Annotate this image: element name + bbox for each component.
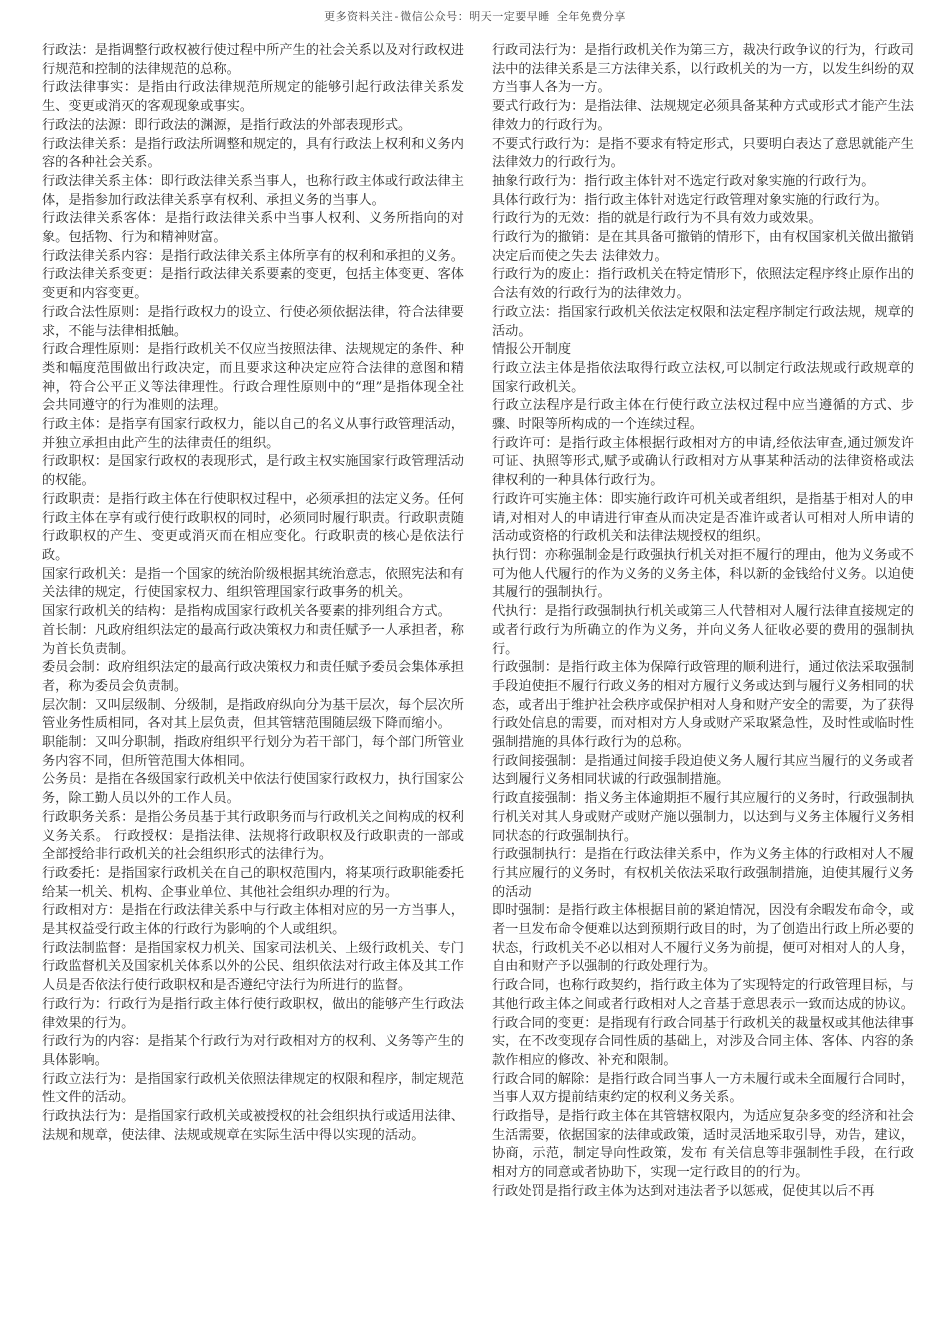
definition-entry: 要式行政行为：是指法律、法规规定必须具备某种方式或形式才能产生法律效力的行政行为。 bbox=[492, 99, 914, 133]
definition-entry: 行政法的法源：即行政法的渊源，是指行政法的外部表现形式。 bbox=[42, 117, 412, 133]
definition-entry: 行政合同，也称行政契约，指行政主体为了实现特定的行政管理目标，与其他行政主体之间或者行政相对人之音基于意思表示一致而达成的协议。 bbox=[492, 978, 914, 1012]
definition-entry: 执行罚：亦称强制金是行政强执行机关对拒不履行的理由，他为义务或不可为他人代履行的作为义务的义务主体，科以新的金钱给付义务。以迫使其履行的强制执行。 bbox=[492, 547, 914, 601]
definition-entry: 行政许可实施主体：即实施行政许可机关或者组织，是指基于相对人的申请,对相对人的申请进行审查从而决定是否准许或者认可相对人所申请的活动或资格的行政机关和法律法规授权的组织。 bbox=[492, 491, 914, 545]
page-header: 更多资料关注-微信公众号：明天一定要早睡 全年免费分享 bbox=[324, 10, 626, 23]
definition-entry: 行政行为的无效：指的就是行政行为不具有效力或效果。 bbox=[492, 211, 822, 227]
definition-entry: 即时强制：是指行政主体根据目前的紧迫情况，因没有余暇发布命令，或者一旦发布命令便难以达到预期行政目的时，为了创造出行政上所必要的状态，行政机关不必以相对人不履行义务为前提，便可对相对人的人身，自由和财产予以强制的行政处理行为。 bbox=[492, 903, 914, 975]
definition-entry: 行政合法性原则：是指行政权力的设立、行使必须依据法律，符合法律要求，不能与法律相抵触。 bbox=[42, 304, 464, 339]
definition-entry: 行政合同的变更：是指现有行政合同基于行政机关的裁量权或其他法律事实，在不改变现存合同性质的基础上，对涉及合同主体、客体、内容的条款作相应的修改、补充和限制。 bbox=[492, 1015, 914, 1068]
two-column-body bbox=[42, 42, 914, 1202]
definition-entry: 行政法律关系变更：是指行政法律关系要素的变更，包括主体变更、客体变更和内容变更。 bbox=[42, 267, 464, 302]
definition-entry: 行政合理性原则：是指行政机关不仅应当按照法律、法规规定的条件、种类和幅度范围做出行政决定，而且要求这种决定应符合法律的意图和精神，符合公平正义等法律理性。行政合理性原则中的“理”是指体现全社会共同遵守的行为准则的法理。 bbox=[42, 342, 464, 414]
definition-entry: 行政行为的内容：是指某个行政行为对行政相对方的权利、义务等产生的具体影响。 bbox=[42, 1034, 464, 1068]
definition-entry: 行政立法程序是行政主体在行使行政立法权过程中应当遵循的方式、步骤、时限等所构成的一个连续过程。 bbox=[492, 398, 914, 433]
definition-entry: 行政立法：指国家行政机关依法定权限和法定程序制定行政法规，规章的活动。 bbox=[492, 304, 914, 339]
definition-entry: 国家行政机关：是指一个国家的统治阶级根据其统治意志，依照宪法和有关法律的规定，行使国家权力、组织管理国家行政事务的机关。 bbox=[42, 566, 464, 601]
definition-entry: 职能制：又叫分职制，指政府组织平行划分为若干部门，每个部门所管业务内容不同，但所管范围大体相同。 bbox=[42, 735, 464, 769]
definition-entry: 行政指导，是指行政主体在其管辖权限内，为适应复杂多变的经济和社会生活需要，依据国家的法律或政策，适时灵活地采取引导，劝告，建议，协商，示范，制定导向性政策，发布 有关信息等非强制性手段，在行政相对方的同意或者协助下，实现一定行政目的的行为。 bbox=[492, 1109, 914, 1181]
definition-entry: 行政法制监督：是指国家权力机关、国家司法机关、上级行政机关、专门行政监督机关及国家机关体系以外的公民、组织依法对行政主体及其工作人员是否依法行使行政职权和是否遵纪守法行为所进行的监督。 bbox=[42, 940, 464, 994]
definition-entry: 行政直接强制：指义务主体逾期拒不履行其应履行的义务时，行政强制执行机关对其人身或财产或财产施以强制力，以达到与义务主体履行义务相同状态的行政强制执行。 bbox=[492, 791, 914, 844]
definition-entry: 国家行政机关的结构：是指构成国家行政机关各要素的排列组合方式。 bbox=[42, 604, 451, 620]
definition-entry: 行政委托：是指国家行政机关在自己的职权范围内，将某项行政职能委托给某一机关、机构、企事业单位、其他社会组织办理的行为。 bbox=[42, 865, 464, 900]
definition-entry: 情报公开制度 bbox=[492, 342, 572, 358]
definition-entry: 行政立法主体是指依法取得行政立法权,可以制定行政法规或行政规章的国家行政机关。 bbox=[492, 360, 914, 395]
definition-entry: 委员会制：政府组织法定的最高行政决策权力和责任赋予委员会集体承担者，称为委员会负责制。 bbox=[42, 660, 464, 694]
definition-entry: 行政法律关系内容：是指行政法律关系主体所享有的权利和承担的义务。 bbox=[42, 248, 464, 264]
definition-entry: 行政行为：行政行为是指行政主体行使行政职权，做出的能够产生行政法律效果的行为。 bbox=[42, 996, 464, 1031]
definition-entry: 行政法律关系：是指行政法所调整和规定的，具有行政法上权利和义务内容的各种社会关系。 bbox=[42, 136, 464, 171]
definition-entry: 行政许可：是指行政主体根据行政相对方的申请,经依法审查,通过颁发许可证、执照等形式,赋予或确认行政相对方从事某种活动的法律资格或法律权利的一种具体行政行为。 bbox=[492, 435, 914, 489]
definition-entry: 行政执法行为：是指国家行政机关或被授权的社会组织执行或适用法律、法规和规章，使法律、法规或规章在实际生活中得以实现的活动。 bbox=[42, 1109, 464, 1143]
definition-entry: 行政职责：是指行政主体在行使职权过程中，必须承担的法定义务。任何行政主体在享有或行使行政职权的同时，必须同时履行职责。行政职责随行政职权的产生、变更或消灭而在相应变化。行政职责的核心是依法行政。 bbox=[42, 491, 464, 563]
definition-entry: 行政法律关系主体：即行政法律关系当事人，也称行政主体或行政法律主体，是指参加行政法律关系享有权利、承担义务的当事人。 bbox=[42, 173, 464, 208]
definition-entry: 行政合同的解除：是指行政合同当事人一方未履行或未全面履行合同时，当事人双方提前结束约定的权利义务关系。 bbox=[492, 1071, 914, 1106]
definition-entry: 行政主体：是指享有国家行政权力，能以自己的名义从事行政管理活动，并独立承担由此产生的法律责任的组织。 bbox=[42, 417, 464, 451]
definition-entry: 行政法律关系客体：是指行政法律关系中当事人权利、义务所指向的对象。包括物、行为和精神财富。 bbox=[42, 211, 464, 246]
definition-entry: 抽象行政行为：指行政主体针对不选定行政对象实施的行政行为。 bbox=[492, 173, 875, 189]
definition-entry: 具体行政行为：指行政主体针对选定行政管理对象实施的行政行为。 bbox=[492, 192, 888, 208]
definition-entry: 行政相对方：是指在行政法律关系中与行政主体相对应的另一方当事人，是其权益受行政主体的行政行为影响的个人或组织。 bbox=[42, 903, 464, 938]
definition-entry: 代执行：是指行政强制执行机关或第三人代替相对人履行法律直接规定的或者行政行为所确立的作为义务，并向义务人征收必要的费用的强制执行。 bbox=[492, 604, 914, 657]
right-column bbox=[492, 42, 914, 1202]
definition-entry: 行政处罚是指行政主体为达到对违法者予以惩戒，促使其以后不再 bbox=[492, 1183, 875, 1199]
definition-entry: 行政立法行为：是指国家行政机关依照法律规定的权限和程序，制定规范性文件的活动。 bbox=[42, 1071, 464, 1106]
left-column bbox=[42, 42, 464, 1202]
definition-entry: 行政职权：是国家行政权的表现形式，是行政主权实施国家行政管理活动的权能。 bbox=[42, 454, 464, 489]
definition-entry: 行政行为的废止：指行政机关在特定情形下，依照法定程序终止原作出的合法有效的行政行为的法律效力。 bbox=[492, 267, 914, 302]
definition-entry: 行政司法行为：是指行政机关作为第三方，裁决行政争议的行为，行政司法中的法律关系是三方法律关系，以行政机关的为一方，以发生纠纷的双方当事人各为一方。 bbox=[492, 43, 914, 96]
definition-entry: 行政间接强制：是指通过间接手段迫使义务人履行其应当履行的义务或者达到履行义务相同状诚的行政强制措施。 bbox=[492, 753, 914, 788]
definition-entry: 层次制：又叫层级制、分级制，是指政府纵向分为基干层次，每个层次所管业务性质相同，各对其上层负责，但其管辖范围随层级下降而缩小。 bbox=[42, 697, 464, 732]
definition-entry: 公务员：是指在各级国家行政机关中依法行使国家行政权力，执行国家公务，除工勤人员以外的工作人员。 bbox=[42, 772, 464, 807]
definition-entry: 行政法：是指调整行政权被行使过程中所产生的社会关系以及对行政权进行规范和控制的法律规范的总称。 bbox=[42, 43, 464, 77]
definition-entry: 行政职务关系：是指公务员基于其行政职务而与行政机关之间构成的权利义务关系。 行政授权：是指法律、法规将行政职权及行政职责的一部或全部授给非行政机关的社会组织形式的法律行为。 bbox=[42, 809, 464, 863]
definition-entry: 行政行为的撤销：是在其具备可撤销的情形下，由有权国家机关做出撤销决定后而使之失去 法律效力。 bbox=[492, 230, 914, 264]
definition-entry: 不要式行政行为：是指不要求有特定形式，只要明白表达了意思就能产生法律效力的行政行为。 bbox=[492, 136, 914, 171]
definition-entry: 首长制：凡政府组织法定的最高行政决策权力和责任赋予一人承担者，称为首长负责制。 bbox=[42, 622, 464, 657]
definition-entry: 行政强制执行：是指在行政法律关系中，作为义务主体的行政相对人不履行其应履行的义务时，有权机关依法采取行政强制措施，迫使其履行义务的活动 bbox=[492, 847, 914, 900]
definition-entry: 行政法律事实：是指由行政法律规范所规定的能够引起行政法律关系发生、变更或消灭的客观现象或事实。 bbox=[42, 80, 464, 115]
definition-entry: 行政强制：是指行政主体为保障行政管理的顺利进行，通过依法采取强制手段迫使拒不履行行政义务的相对方履行义务或达到与履行义务相同的状态，或者出于维护社会秩序或保护相对人身和财产安全的需要，为了获得行政处信息的需要，而对相对方人身或财产采取紧急性，及时性或临时性强制措施的具体行政行为的总称。 bbox=[492, 660, 914, 751]
